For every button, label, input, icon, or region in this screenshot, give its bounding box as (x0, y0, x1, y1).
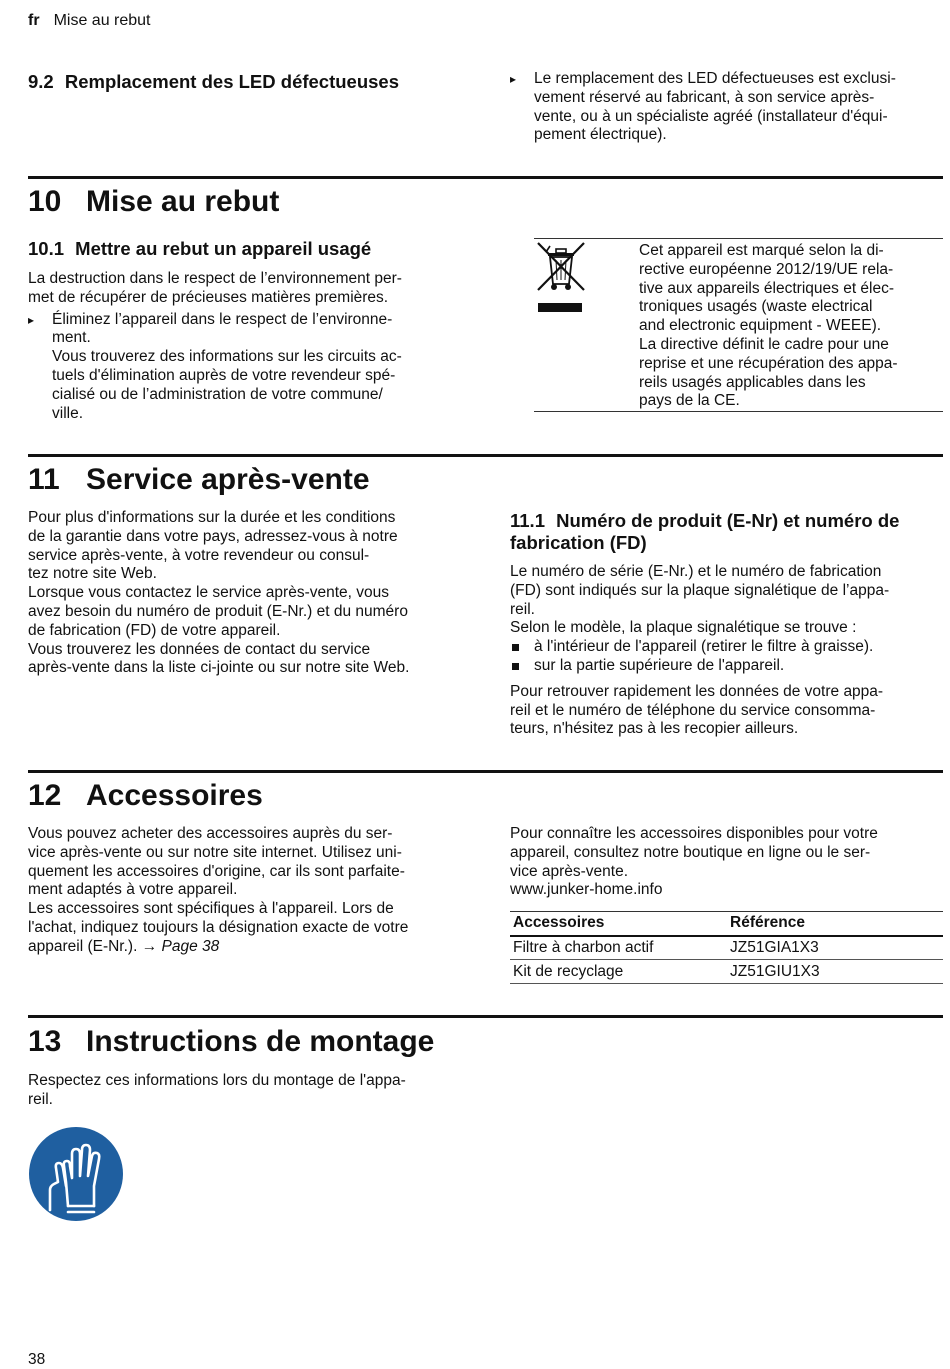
line: quement les accessoires d'origine, car ils sont parfaite- (28, 862, 405, 880)
header-section: Mise au rebut (53, 12, 151, 29)
line: appareil (E-Nr.). (28, 937, 138, 955)
line: ▸ Le remplacement des LED défectueuses est exclusi- (534, 70, 896, 87)
section-10-heading (28, 185, 279, 219)
table-cell: Kit de recyclage (513, 962, 624, 980)
line: Pour plus d'informations sur la durée et les conditions (28, 509, 396, 526)
section-11-1-title-line2: fabrication (FD) (510, 532, 647, 553)
line: service après-vente, à votre revendeur ou consul- (28, 546, 370, 564)
section-12-right-text (510, 825, 950, 900)
section-11-heading (28, 463, 370, 497)
table-cell: JZ51GIU1X3 (730, 962, 820, 980)
line: pays de la CE. (639, 392, 740, 410)
line: ▸ Éliminez l’appareil dans le respect de l’environne- (52, 310, 393, 328)
line: Vous pouvez acheter des accessoires auprès du ser- (28, 825, 393, 842)
line: Selon le modèle, la plaque signalétique se trouve : (510, 619, 857, 637)
line: Pour retrouver rapidement les données de votre appa- (510, 682, 884, 700)
line: vice après-vente. (510, 862, 629, 880)
section-11-1-text (510, 563, 950, 739)
section-11-rule (28, 454, 943, 457)
line: vente, ou à un spécialiste agréé (installateur d'équi- (534, 107, 888, 125)
line: pement électrique). (534, 126, 667, 144)
line: reprise et une récupération des appa- (639, 354, 898, 372)
line: La directive définit le cadre pour une (639, 335, 889, 353)
line: ville. (52, 404, 84, 422)
line: de la garantie dans votre pays, adressez-vous à notre (28, 527, 398, 545)
line: avez besoin du numéro de produit (E-Nr.) et du numéro (28, 602, 408, 620)
section-12-title: Accessoires (86, 779, 263, 812)
line: Respectez ces informations lors du montage de l'appa- (28, 1072, 406, 1089)
section-11-1-heading (510, 510, 950, 554)
table-cell: JZ51GIA1X3 (730, 938, 819, 956)
table-header-row (510, 912, 943, 936)
section-11-number: 11 (28, 463, 60, 496)
page-number: 38 (28, 1351, 46, 1368)
weee-top-border (534, 238, 943, 239)
section-9-2-heading (28, 71, 399, 93)
line: tive aux appareils électriques et élec- (639, 279, 895, 297)
line: reil et le numéro de téléphone du service consomma- (510, 701, 876, 719)
list-item: sur la partie supérieure de l'appareil. (510, 657, 950, 676)
line: de fabrication (FD) de votre appareil. (28, 621, 281, 639)
section-9-2-number: 9.2 (28, 71, 54, 92)
website-link[interactable]: www.junker-home.info (510, 881, 663, 899)
section-11-title: Service après-vente (86, 463, 370, 496)
table-row (510, 960, 943, 984)
section-11-1-title-line1: Numéro de produit (E-Nr) et numéro de (556, 510, 900, 531)
section-12-heading (28, 779, 263, 813)
line: teurs, n'hésitez pas à les recopier ailleurs. (510, 720, 799, 738)
section-12-number: 12 (28, 779, 62, 812)
section-13-title: Instructions de montage (86, 1025, 435, 1058)
dispose-bullet (28, 311, 468, 424)
line: l'achat, indiquez toujours la désignation exacte de votre (28, 918, 409, 936)
weee-text (639, 242, 944, 411)
section-11-text (28, 509, 473, 678)
line: vement réservé au fabricant, à son service après- (534, 88, 875, 106)
line: reil. (510, 600, 535, 618)
section-13-rule (28, 1015, 943, 1018)
section-13-heading (28, 1025, 434, 1059)
crossed-out-wheelie-bin-icon (534, 240, 586, 316)
section-10-rule (28, 176, 943, 179)
section-10-title: Mise au rebut (86, 185, 280, 218)
section-11-1-closing (510, 683, 950, 739)
line: après-vente dans la liste ci-jointe ou sur notre site Web. (28, 659, 410, 677)
section-13-text (28, 1072, 473, 1110)
line: Le numéro de série (E-Nr.) et le numéro de fabrication (510, 563, 882, 580)
line: La destruction dans le respect de l’environnement per- (28, 270, 402, 287)
line: Vous trouverez les données de contact du service (28, 640, 371, 658)
page-header (28, 12, 151, 30)
line: Pour connaître les accessoires disponibles pour votre (510, 825, 878, 842)
table-row (510, 936, 943, 960)
column-header-accessoires: Accessoires (513, 914, 605, 932)
language-code: fr (28, 12, 40, 29)
line: tuels d'élimination auprès de votre revendeur spé- (52, 366, 396, 384)
table-cell: Filtre à charbon actif (513, 938, 654, 956)
section-11-1-number: 11.1 (510, 510, 545, 531)
section-9-2-title: Remplacement des LED défectueuses (64, 71, 400, 92)
line: ment adaptés à votre appareil. (28, 881, 238, 899)
section-10-1-heading (28, 238, 371, 260)
line: reils usagés applicables dans les (639, 373, 866, 391)
section-10-1-number: 10.1 (28, 238, 65, 259)
line: tez notre site Web. (28, 565, 157, 583)
wear-gloves-icon (28, 1126, 124, 1222)
line: ment. (52, 329, 91, 347)
line: Lorsque vous contactez le service après-vente, vous (28, 584, 389, 602)
section-10-1-title: Mettre au rebut un appareil usagé (75, 238, 372, 259)
list-item: à l'intérieur de l'appareil (retirer le filtre à graisse). (510, 638, 950, 657)
line: (FD) sont indiqués sur la plaque signalétique de l’appa- (510, 581, 890, 599)
section-10-number: 10 (28, 185, 62, 218)
section-12-text (28, 825, 473, 957)
line: reil. (28, 1090, 53, 1108)
section-13-number: 13 (28, 1025, 62, 1058)
section-9-2-bullet (510, 70, 945, 145)
line: rective européenne 2012/19/UE rela- (639, 260, 894, 278)
line: met de récupérer de précieuses matières premières. (28, 288, 389, 306)
accessories-table (510, 911, 943, 984)
section-10-1-text (28, 270, 468, 423)
line: and electronic equipment - WEEE). (639, 317, 882, 335)
section-12-rule (28, 770, 943, 773)
line: cialisé ou de l’administration de votre commune/ (52, 385, 383, 403)
line: Cet appareil est marqué selon la di- (639, 242, 884, 259)
line: Vous trouverez des informations sur les circuits ac- (52, 348, 402, 366)
line: troniques usagés (waste electrical (639, 298, 873, 316)
line: vice après-vente ou sur notre site internet. Utilisez uni- (28, 843, 402, 861)
page-reference-link[interactable]: → Page 38 (141, 937, 220, 955)
line: appareil, consultez notre boutique en ligne ou le ser- (510, 843, 871, 861)
column-header-reference: Référence (730, 914, 805, 932)
line: Les accessoires sont spécifiques à l'appareil. Lors de (28, 900, 394, 918)
